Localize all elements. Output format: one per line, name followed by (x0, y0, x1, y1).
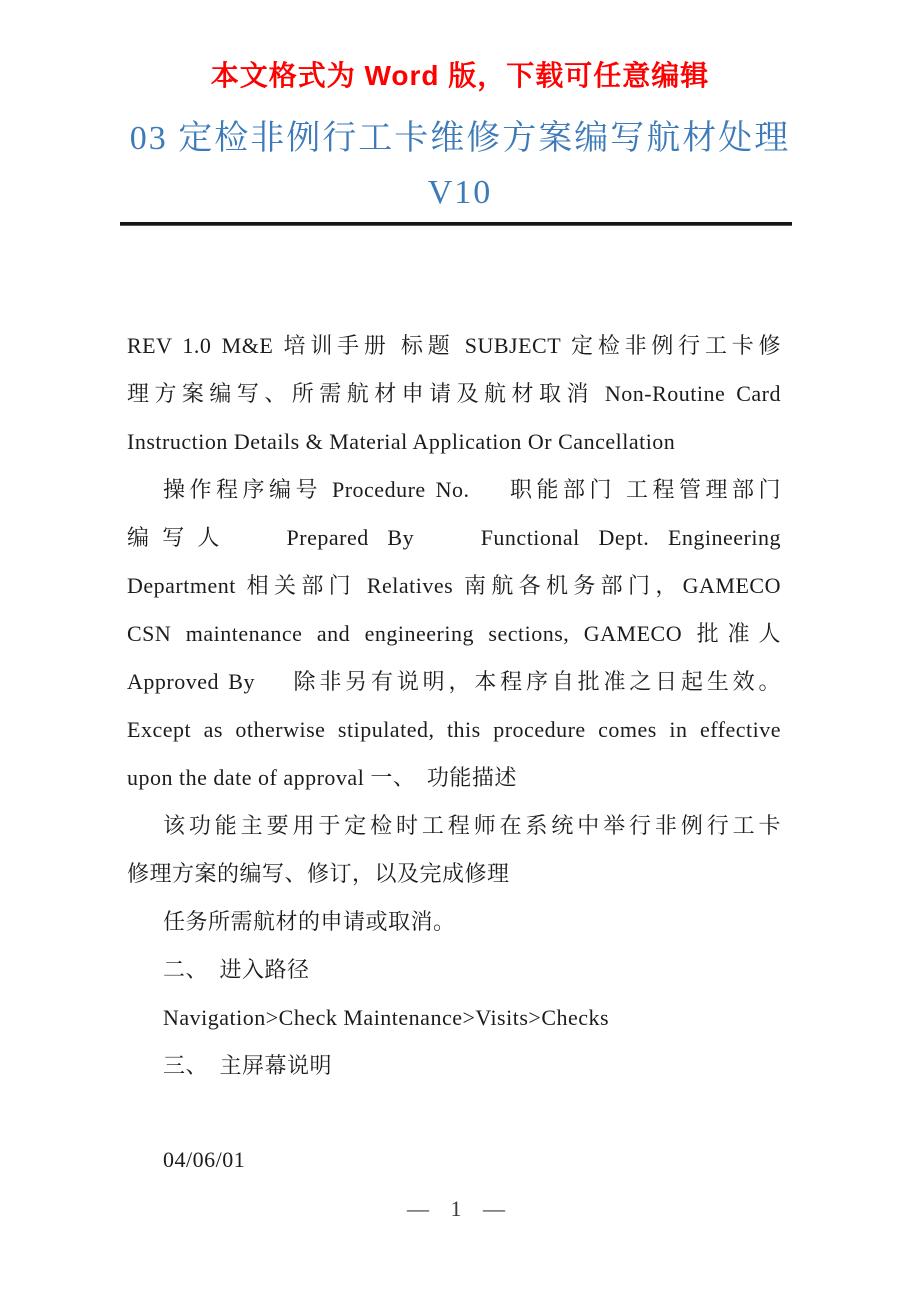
body-line: 三、 主屏幕说明 (163, 1053, 333, 1078)
body-line: 二、 进入路径 (163, 957, 310, 982)
body-line: 理方案编写、所需航材申请及航材取消 Non-Routine Card (127, 381, 781, 406)
body-line: REV 1.0 M&E 培训手册 标题 SUBJECT 定检非例行工卡修 (127, 333, 781, 358)
body-line: 修理方案的编写、修订，以及完成修理 (127, 861, 510, 886)
body-line: Navigation>Check Maintenance>Visits>Checks (163, 1005, 610, 1030)
body-line: 该功能主要用于定检时工程师在系统中举行非例行工卡 (163, 813, 781, 838)
body-line: Approved By 除非另有说明，本程序自批准之日起生效。 (127, 669, 781, 694)
revision-date-row (127, 1136, 781, 1184)
revision-date: 04/06/01 (163, 1147, 246, 1172)
page-number: — 1 — (407, 1196, 513, 1221)
body-line: Except as otherwise stipulated, this procedure comes in effective (127, 717, 781, 742)
body-line: 编写人 Prepared By Functional Dept. Engineering (127, 525, 781, 550)
document-title (0, 112, 920, 220)
body-line: 任务所需航材的申请或取消。 (163, 909, 456, 934)
title-line-2: V10 (427, 174, 493, 211)
body-line: Instruction Details & Material Application Or Cancellation (127, 429, 676, 454)
body-line: 操作程序编号 Procedure No. 职能部门 工程管理部门 (163, 477, 781, 502)
body-line: CSN maintenance and engineering sections, GAMECO 批准人 (127, 621, 781, 646)
title-divider (120, 222, 792, 226)
document-body (127, 322, 781, 1090)
format-banner: 本文格式为 Word 版，下载可任意编辑 (210, 60, 710, 91)
body-line: upon the date of approval 一、 功能描述 (127, 765, 517, 790)
body-line: Department 相关部门 Relatives 南航各机务部门，GAMECO (127, 573, 781, 598)
title-line-1: 03 定检非例行工卡维修方案编写航材处理 (129, 120, 791, 157)
